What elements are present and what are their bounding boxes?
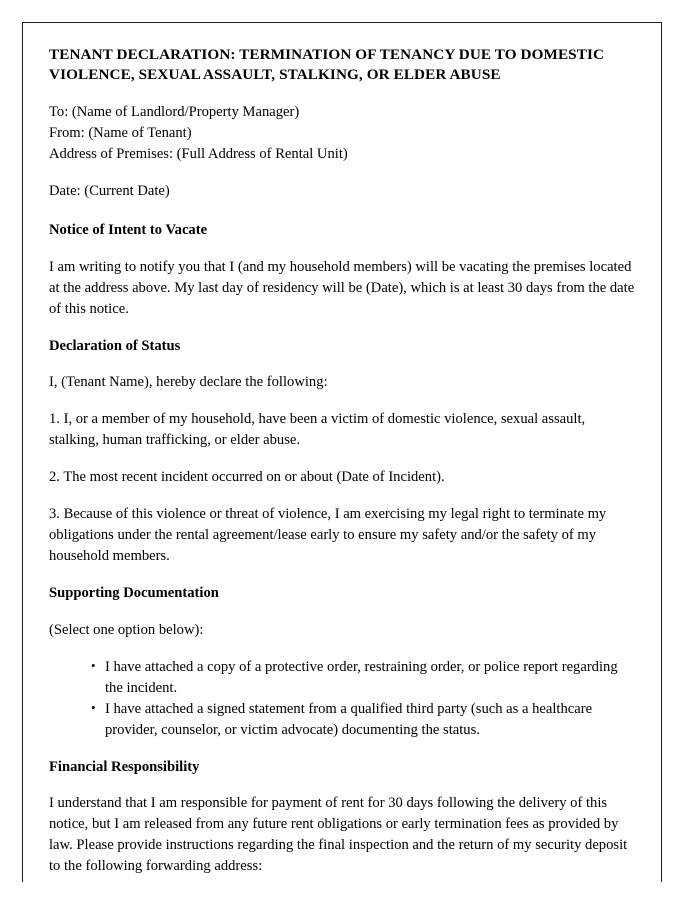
supporting-instruction: (Select one option below):: [49, 621, 204, 638]
recipient-from-line: From: (Name of Tenant): [49, 125, 192, 142]
recipient-to-line: To: (Name of Landlord/Property Manager): [49, 104, 300, 121]
declaration-item-2: 2. The most recent incident occurred on or about (Date of Incident).: [49, 469, 445, 486]
declaration-item-3: 3. Because of this violence or threat of violence, I am exercising my legal right to terminate my obligations under the rental agreement/lease early to ensure my safety and/or the safety of my household members.: [49, 506, 607, 565]
section-heading-financial-responsibility: Financial Responsibility: [49, 758, 200, 775]
recipient-block: [49, 102, 637, 164]
supporting-options-list: [49, 657, 637, 741]
document-body: [23, 23, 661, 877]
section-heading-declaration: Declaration of Status: [49, 337, 181, 354]
list-item: • I have attached a signed statement from a qualified third party (such as a healthcare provider, counselor, or victim advocate) documenting the status.: [91, 699, 637, 741]
date-line: Date: (Current Date): [49, 182, 170, 199]
list-item: • I have attached a copy of a protective order, restraining order, or police report regarding the incident.: [91, 657, 637, 699]
section-heading-supporting-documentation: Supporting Documentation: [49, 585, 219, 602]
notice-paragraph: I am writing to notify you that I (and my household members) will be vacating the premises located at the address above. My last day of residency will be (Date), which is at least 30 days from the date of this notice.: [49, 258, 635, 317]
document-page: [22, 22, 662, 882]
recipient-address-line: Address of Premises: (Full Address of Rental Unit): [49, 145, 348, 162]
financial-paragraph: I understand that I am responsible for payment of rent for 30 days following the delivery of this notice, but I am released from any future rent obligations or early termination fees as provided by law. Please provide instructions regarding the final inspection and the return of my security deposit to the following forwarding address:: [49, 795, 628, 874]
declaration-intro: I, (Tenant Name), hereby declare the following:: [49, 374, 328, 391]
section-heading-notice: Notice of Intent to Vacate: [49, 222, 208, 239]
declaration-item-1: 1. I, or a member of my household, have been a victim of domestic violence, sexual assault, stalking, human trafficking, or elder abuse.: [49, 411, 586, 449]
page-title: TENANT DECLARATION: TERMINATION OF TENANCY DUE TO DOMESTIC VIOLENCE, SEXUAL ASSAULT, STALKING, OR ELDER ABUSE: [49, 46, 605, 84]
